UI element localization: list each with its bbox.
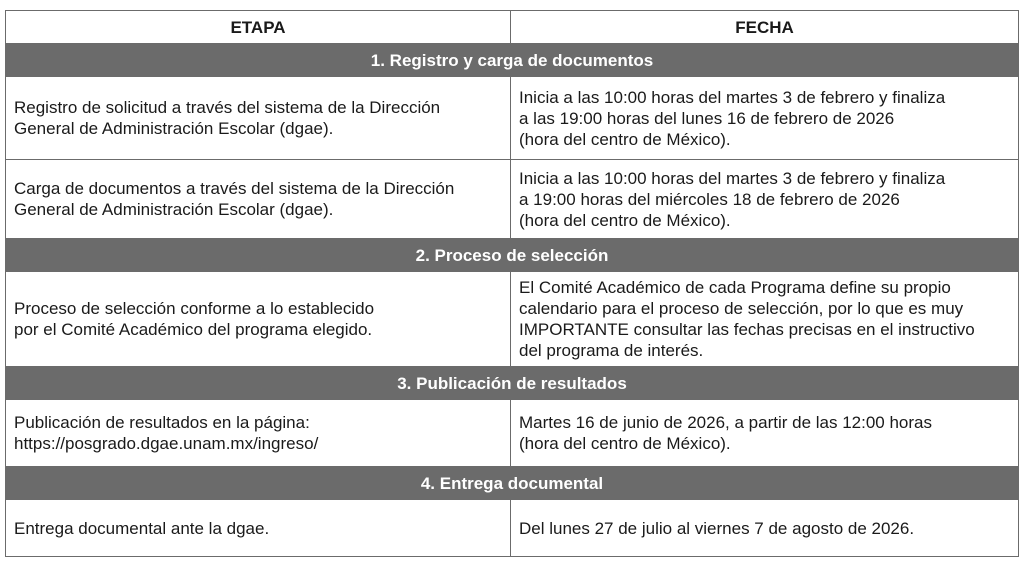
table-row — [6, 160, 1019, 239]
section-row — [6, 44, 1019, 77]
fecha-cell — [511, 272, 1019, 367]
fecha-line: (hora del centro de México). — [519, 210, 731, 230]
section-title: 4. Entrega documental — [6, 467, 1019, 500]
fecha-line: calendario para el proceso de selección, por lo que es muy — [519, 299, 964, 318]
section-title: 3. Publicación de resultados — [6, 367, 1019, 400]
etapa-line: Publicación de resultados en la página: — [14, 413, 310, 432]
fecha-line: a las 19:00 horas del lunes 16 de febrero de 2026 — [519, 108, 895, 128]
fecha-line: Inicia a las 10:00 horas del martes 3 de febrero y finaliza — [519, 87, 946, 107]
schedule-table — [5, 10, 1019, 557]
etapa-cell — [6, 272, 511, 367]
fecha-line: (hora del centro de México). — [519, 129, 731, 149]
section-row — [6, 467, 1019, 500]
table-row — [6, 77, 1019, 160]
fecha-cell — [511, 77, 1019, 160]
header-row — [6, 11, 1019, 44]
fecha-line: Inicia a las 10:00 horas del martes 3 de febrero y finaliza — [519, 168, 946, 188]
fecha-line: Martes 16 de junio de 2026, a partir de las 12:00 horas — [519, 413, 932, 432]
fecha-cell — [511, 500, 1019, 557]
fecha-line: El Comité Académico de cada Programa define su propio — [519, 278, 951, 297]
header-fecha: FECHA — [511, 11, 1019, 44]
etapa-cell — [6, 77, 511, 160]
etapa-cell — [6, 400, 511, 467]
section-title: 2. Proceso de selección — [6, 239, 1019, 272]
fecha-line: Del lunes 27 de julio al viernes 7 de agosto de 2026. — [519, 518, 915, 538]
table-row — [6, 400, 1019, 467]
etapa-line: Carga de documentos a través del sistema de la Dirección — [14, 179, 455, 198]
etapa-line: https://posgrado.dgae.unam.mx/ingreso/ — [14, 434, 319, 453]
etapa-line: Entrega documental ante la dgae. — [14, 518, 270, 538]
table-row — [6, 272, 1019, 367]
section-row — [6, 367, 1019, 400]
etapa-cell — [6, 500, 511, 557]
etapa-line: General de Administración Escolar (dgae). — [14, 119, 334, 138]
etapa-line: Registro de solicitud a través del sistema de la Dirección — [14, 98, 441, 117]
fecha-cell — [511, 160, 1019, 239]
header-etapa: ETAPA — [6, 11, 511, 44]
section-title: 1. Registro y carga de documentos — [6, 44, 1019, 77]
fecha-line: IMPORTANTE consultar las fechas precisas en el instructivo — [519, 320, 975, 339]
table-row — [6, 500, 1019, 557]
section-row — [6, 239, 1019, 272]
fecha-line: del programa de interés. — [519, 341, 704, 360]
fecha-line: a 19:00 horas del miércoles 18 de febrero de 2026 — [519, 189, 900, 209]
etapa-cell — [6, 160, 511, 239]
fecha-line: (hora del centro de México). — [519, 434, 731, 453]
fecha-cell — [511, 400, 1019, 467]
etapa-line: Proceso de selección conforme a lo establecido — [14, 299, 375, 318]
etapa-line: General de Administración Escolar (dgae). — [14, 200, 334, 219]
etapa-line: por el Comité Académico del programa elegido. — [14, 320, 373, 339]
